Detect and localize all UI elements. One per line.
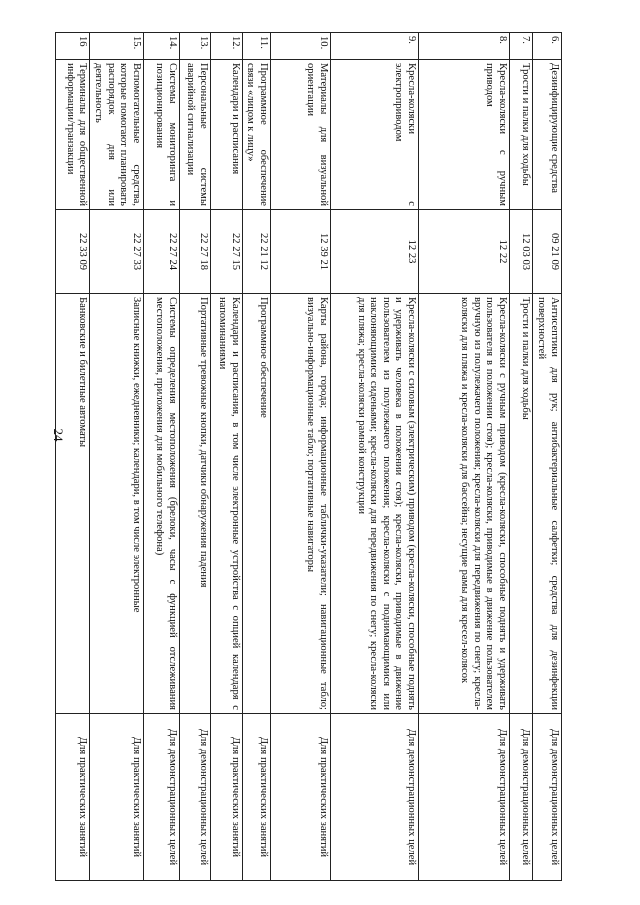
usage-purpose: Для практических занятий (271, 714, 331, 881)
iso-code: 22 33 09 (56, 210, 90, 294)
usage-purpose: Для практических занятий (90, 714, 143, 881)
usage-purpose: Для демонстрационных целей (331, 714, 419, 881)
assistive-devices-table (55, 32, 562, 881)
row-number: 6. (533, 33, 562, 60)
iso-code: 12 23 (331, 210, 419, 294)
table-row (143, 33, 179, 881)
iso-code: 22 27 24 (143, 210, 179, 294)
iso-code: 12 03 03 (510, 210, 533, 294)
iso-code: 22 27 33 (90, 210, 143, 294)
table-row (533, 33, 562, 881)
row-number: 14. (143, 33, 179, 60)
rotated-table-container (62, 32, 562, 880)
device-name: Программное обеспечение связи «лицом к лицу» (242, 60, 270, 210)
device-description: Антисептики для рук; антибактериальные салфетки; средства для дезинфекции поверхностей (533, 294, 562, 714)
page-number: 24 (51, 428, 66, 442)
row-number: 13. (179, 33, 210, 60)
device-name: Системы мониторинга и позиционирования (143, 60, 179, 210)
device-name: Кресла-коляски с ручным приводом (419, 60, 510, 210)
row-number: 12. (210, 33, 242, 60)
device-description: Кресла-коляски с ручным приводом (кресла-коляски, способные поднять и удерживать пользователя в положении стоя); кресла-коляски, приводимые в движение пользователем вручную из полулежачего положения; кресла-коляски для передвижения по снегу; кресла-коляски для пляжа и кресла-коляски для бассейна; несущие рамы для кресел-колясок (419, 294, 510, 714)
device-description: Календари и расписания, в том числе электронные устройства с опцией календаря с напоминаниями (210, 294, 242, 714)
iso-code: 09 21 09 (533, 210, 562, 294)
device-name: Терминалы для общественной информации/транзакции (56, 60, 90, 210)
row-number: 8. (419, 33, 510, 60)
iso-code: 12 39 21 (271, 210, 331, 294)
device-name: Трости и палки для ходьбы (510, 60, 533, 210)
table-row (90, 33, 143, 881)
device-description: Портативные тревожные кнопки, датчики обнаружения падения (179, 294, 210, 714)
device-name: Календари и расписания (210, 60, 242, 210)
device-description: Программное обеспечение (242, 294, 270, 714)
table-body (56, 33, 562, 881)
device-name: Кресла-коляски с электроприводом (331, 60, 419, 210)
device-description: Записные книжки, ежедневники; календари, в том числе электронные (90, 294, 143, 714)
iso-code: 12 22 (419, 210, 510, 294)
usage-purpose: Для практических занятий (242, 714, 270, 881)
table-row (242, 33, 270, 881)
device-name: Материалы для визуальной ориентации (271, 60, 331, 210)
device-description: Кресла-коляски с силовым (электрическим) приводом (кресла-коляски, способные поднять и удерживать человека в положении стоя); кресла-коляски, приводимые в движение пользователем из полулежачего положения; кресла-коляски с поднимающимися или наклоняющимися сиденьями; кресла-коляски для передвижения по снегу; кресла-коляски для пляжа; кресла-коляски рамной конструкции (331, 294, 419, 714)
usage-purpose: Для демонстрационных целей (419, 714, 510, 881)
iso-code: 22 27 15 (210, 210, 242, 294)
device-description: Трости и палки для ходьбы (510, 294, 533, 714)
usage-purpose: Для демонстрационных целей (179, 714, 210, 881)
device-description: Банковские и билетные автоматы (56, 294, 90, 714)
table-row (419, 33, 510, 881)
device-name: Персональные системы аварийной сигнализации (179, 60, 210, 210)
usage-purpose: Для демонстрационных целей (143, 714, 179, 881)
row-number: 15. (90, 33, 143, 60)
table-row (179, 33, 210, 881)
table-row (210, 33, 242, 881)
table-row (56, 33, 90, 881)
table-row (510, 33, 533, 881)
iso-code: 22 27 18 (179, 210, 210, 294)
device-name: Дезинфицирующие средства (533, 60, 562, 210)
table-row (271, 33, 331, 881)
usage-purpose: Для демонстрационных целей (510, 714, 533, 881)
usage-purpose: Для практических занятий (56, 714, 90, 881)
row-number: 9. (331, 33, 419, 60)
table-row (331, 33, 419, 881)
row-number: 7. (510, 33, 533, 60)
device-description: Системы определения местоположения (брелоки, часы с функцией отслеживания местоположения, приложения для мобильного телефона) (143, 294, 179, 714)
row-number: 16 (56, 33, 90, 60)
row-number: 10. (271, 33, 331, 60)
usage-purpose: Для демонстрационных целей (533, 714, 562, 881)
row-number: 11. (242, 33, 270, 60)
device-name: Вспомогательные средства, которые помогают планировать распорядок дня или деятельность (90, 60, 143, 210)
device-description: Карты района, города; информационные таблички-указатели; навигационные табло; визуально-информационные табло; портативные навигаторы (271, 294, 331, 714)
iso-code: 22 21 12 (242, 210, 270, 294)
usage-purpose: Для практических занятий (210, 714, 242, 881)
